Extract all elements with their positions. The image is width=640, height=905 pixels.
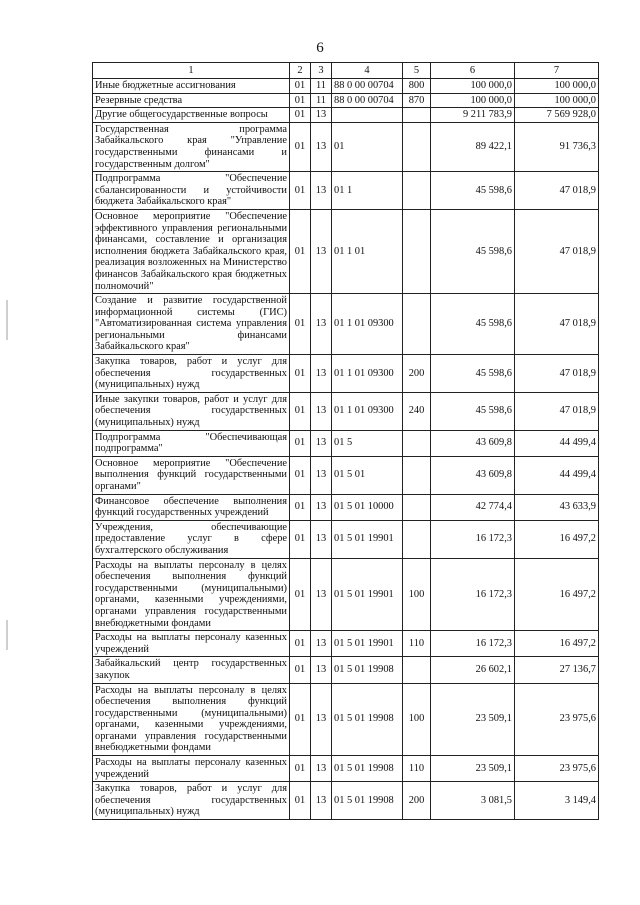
scan-mark	[6, 620, 8, 650]
row-rz: 01	[290, 122, 311, 171]
row-rz: 01	[290, 756, 311, 782]
row-sum1: 89 422,1	[431, 122, 515, 171]
row-csr	[332, 108, 403, 123]
row-sum1: 100 000,0	[431, 93, 515, 108]
row-sum2: 7 569 928,0	[515, 108, 599, 123]
row-sum1: 16 172,3	[431, 631, 515, 657]
row-pr: 13	[311, 392, 332, 430]
row-vr: 110	[403, 631, 431, 657]
table-row	[93, 558, 599, 631]
row-name: Учреждения, обеспечивающие предоставление услуг в сфере бухгалтерского обслуживания	[93, 520, 290, 558]
row-sum1: 45 598,6	[431, 294, 515, 355]
row-csr: 01 1	[332, 172, 403, 210]
table-row	[93, 209, 599, 293]
row-csr: 01 5 01 19908	[332, 657, 403, 683]
table-row	[93, 657, 599, 683]
row-name: Расходы на выплаты персоналу в целях обеспечения выполнения функций государственными (муниципальными) органами, казенными учреждениями, органами управления государственными внебюджетными фондами	[93, 683, 290, 756]
row-name: Подпрограмма "Обеспечение сбалансированности и устойчивости бюджета Забайкальского края"	[93, 172, 290, 210]
row-csr: 01 1 01	[332, 209, 403, 293]
row-rz: 01	[290, 631, 311, 657]
table-row	[93, 494, 599, 520]
row-pr: 11	[311, 93, 332, 108]
row-sum2: 91 736,3	[515, 122, 599, 171]
row-rz: 01	[290, 172, 311, 210]
table-row	[93, 108, 599, 123]
row-rz: 01	[290, 93, 311, 108]
col-header-sum2: 7	[515, 63, 599, 79]
row-name: Государственная программа Забайкальского края "Управление государственными финансами и государственным долгом"	[93, 122, 290, 171]
row-rz: 01	[290, 558, 311, 631]
row-sum1: 23 509,1	[431, 683, 515, 756]
row-sum1: 100 000,0	[431, 79, 515, 94]
row-name: Расходы на выплаты персоналу в целях обеспечения выполнения функций государственными (муниципальными) органами, казенными учреждениями, органами управления государственными внебюджетными фондами	[93, 558, 290, 631]
row-sum1: 16 172,3	[431, 520, 515, 558]
col-header-sum1: 6	[431, 63, 515, 79]
row-name: Забайкальский центр государственных закупок	[93, 657, 290, 683]
row-vr: 200	[403, 355, 431, 393]
row-csr: 01 5 01 19908	[332, 683, 403, 756]
row-vr: 110	[403, 756, 431, 782]
row-vr: 240	[403, 392, 431, 430]
table-row	[93, 294, 599, 355]
row-vr	[403, 172, 431, 210]
row-pr: 13	[311, 631, 332, 657]
row-rz: 01	[290, 782, 311, 820]
row-rz: 01	[290, 683, 311, 756]
row-vr	[403, 494, 431, 520]
row-csr: 01 5 01 19901	[332, 558, 403, 631]
row-sum2: 16 497,2	[515, 520, 599, 558]
row-csr: 01 5 01 19908	[332, 782, 403, 820]
row-pr: 13	[311, 558, 332, 631]
row-sum1: 42 774,4	[431, 494, 515, 520]
row-name: Резервные средства	[93, 93, 290, 108]
row-rz: 01	[290, 209, 311, 293]
row-rz: 01	[290, 494, 311, 520]
table-row	[93, 355, 599, 393]
row-vr	[403, 456, 431, 494]
row-sum2: 23 975,6	[515, 683, 599, 756]
row-name: Иные бюджетные ассигнования	[93, 79, 290, 94]
row-pr: 13	[311, 782, 332, 820]
row-name: Подпрограмма "Обеспечивающая подпрограмма"	[93, 430, 290, 456]
row-sum2: 44 499,4	[515, 430, 599, 456]
table-row	[93, 631, 599, 657]
row-csr: 01 5 01 19908	[332, 756, 403, 782]
row-sum2: 16 497,2	[515, 631, 599, 657]
row-sum1: 45 598,6	[431, 392, 515, 430]
row-pr: 13	[311, 209, 332, 293]
col-header-name: 1	[93, 63, 290, 79]
row-sum2: 47 018,9	[515, 355, 599, 393]
row-rz: 01	[290, 294, 311, 355]
row-csr: 01	[332, 122, 403, 171]
row-pr: 13	[311, 756, 332, 782]
table-row	[93, 172, 599, 210]
row-sum2: 47 018,9	[515, 172, 599, 210]
scan-mark	[6, 300, 8, 340]
row-sum2: 23 975,6	[515, 756, 599, 782]
row-pr: 13	[311, 172, 332, 210]
col-header-csr: 4	[332, 63, 403, 79]
table-row	[93, 122, 599, 171]
row-pr: 13	[311, 657, 332, 683]
row-pr: 13	[311, 355, 332, 393]
row-vr	[403, 294, 431, 355]
row-csr: 88 0 00 00704	[332, 93, 403, 108]
table-row	[93, 520, 599, 558]
row-csr: 01 5 01 10000	[332, 494, 403, 520]
row-sum1: 9 211 783,9	[431, 108, 515, 123]
row-pr: 13	[311, 430, 332, 456]
row-sum1: 45 598,6	[431, 355, 515, 393]
row-sum1: 26 602,1	[431, 657, 515, 683]
row-csr: 01 5	[332, 430, 403, 456]
row-rz: 01	[290, 355, 311, 393]
row-name: Другие общегосударственные вопросы	[93, 108, 290, 123]
row-sum1: 3 081,5	[431, 782, 515, 820]
row-sum2: 43 633,9	[515, 494, 599, 520]
row-rz: 01	[290, 79, 311, 94]
row-sum1: 16 172,3	[431, 558, 515, 631]
row-sum1: 23 509,1	[431, 756, 515, 782]
row-vr	[403, 430, 431, 456]
row-name: Основное мероприятие "Обеспечение выполнения функций государственными органами"	[93, 456, 290, 494]
row-csr: 01 1 01 09300	[332, 294, 403, 355]
row-pr: 13	[311, 456, 332, 494]
table-row	[93, 683, 599, 756]
row-rz: 01	[290, 657, 311, 683]
row-sum2: 47 018,9	[515, 392, 599, 430]
row-csr: 88 0 00 00704	[332, 79, 403, 94]
row-pr: 13	[311, 494, 332, 520]
row-sum2: 100 000,0	[515, 93, 599, 108]
row-vr	[403, 520, 431, 558]
row-pr: 13	[311, 122, 332, 171]
row-name: Закупка товаров, работ и услуг для обеспечения государственных (муниципальных) нужд	[93, 782, 290, 820]
row-pr: 13	[311, 520, 332, 558]
row-name: Создание и развитие государственной информационной системы (ГИС) "Автоматизированная система управления региональными финансами Забайкальского края"	[93, 294, 290, 355]
table-row	[93, 430, 599, 456]
row-sum2: 44 499,4	[515, 456, 599, 494]
row-sum2: 27 136,7	[515, 657, 599, 683]
header-row	[93, 63, 599, 79]
row-vr	[403, 209, 431, 293]
row-sum2: 16 497,2	[515, 558, 599, 631]
row-sum1: 45 598,6	[431, 172, 515, 210]
row-sum2: 47 018,9	[515, 294, 599, 355]
row-vr	[403, 108, 431, 123]
row-name: Иные закупки товаров, работ и услуг для обеспечения государственных (муниципальных) нужд	[93, 392, 290, 430]
col-header-vr: 5	[403, 63, 431, 79]
row-rz: 01	[290, 456, 311, 494]
row-csr: 01 5 01 19901	[332, 520, 403, 558]
table-row	[93, 79, 599, 94]
row-sum1: 43 609,8	[431, 456, 515, 494]
col-header-rz: 2	[290, 63, 311, 79]
row-pr: 13	[311, 683, 332, 756]
row-rz: 01	[290, 520, 311, 558]
row-rz: 01	[290, 108, 311, 123]
row-sum1: 43 609,8	[431, 430, 515, 456]
row-vr: 800	[403, 79, 431, 94]
row-vr: 100	[403, 683, 431, 756]
row-csr: 01 1 01 09300	[332, 355, 403, 393]
row-sum2: 47 018,9	[515, 209, 599, 293]
table-row	[93, 93, 599, 108]
table-row	[93, 782, 599, 820]
row-pr: 13	[311, 294, 332, 355]
row-name: Расходы на выплаты персоналу казенных учреждений	[93, 631, 290, 657]
row-csr: 01 5 01 19901	[332, 631, 403, 657]
row-name: Расходы на выплаты персоналу казенных учреждений	[93, 756, 290, 782]
row-sum1: 45 598,6	[431, 209, 515, 293]
row-csr: 01 5 01	[332, 456, 403, 494]
row-csr: 01 1 01 09300	[332, 392, 403, 430]
row-name: Основное мероприятие "Обеспечение эффективного управления региональными финансами, составление и организация исполнения бюджета Забайкальского края, реализация возложенных на Министерство финансов Забайкальского края бюджетных полномочий"	[93, 209, 290, 293]
row-name: Закупка товаров, работ и услуг для обеспечения государственных (муниципальных) нужд	[93, 355, 290, 393]
row-rz: 01	[290, 430, 311, 456]
row-name: Финансовое обеспечение выполнения функций государственных учреждений	[93, 494, 290, 520]
table-row	[93, 456, 599, 494]
row-sum2: 100 000,0	[515, 79, 599, 94]
row-vr: 870	[403, 93, 431, 108]
row-pr: 11	[311, 79, 332, 94]
page-number: 6	[316, 40, 324, 56]
row-vr	[403, 657, 431, 683]
row-rz: 01	[290, 392, 311, 430]
col-header-pr: 3	[311, 63, 332, 79]
row-sum2: 3 149,4	[515, 782, 599, 820]
table-row	[93, 392, 599, 430]
row-vr: 200	[403, 782, 431, 820]
budget-table-body	[93, 79, 599, 820]
row-vr	[403, 122, 431, 171]
table-row	[93, 756, 599, 782]
row-vr: 100	[403, 558, 431, 631]
row-pr: 13	[311, 108, 332, 123]
budget-table	[92, 62, 599, 820]
